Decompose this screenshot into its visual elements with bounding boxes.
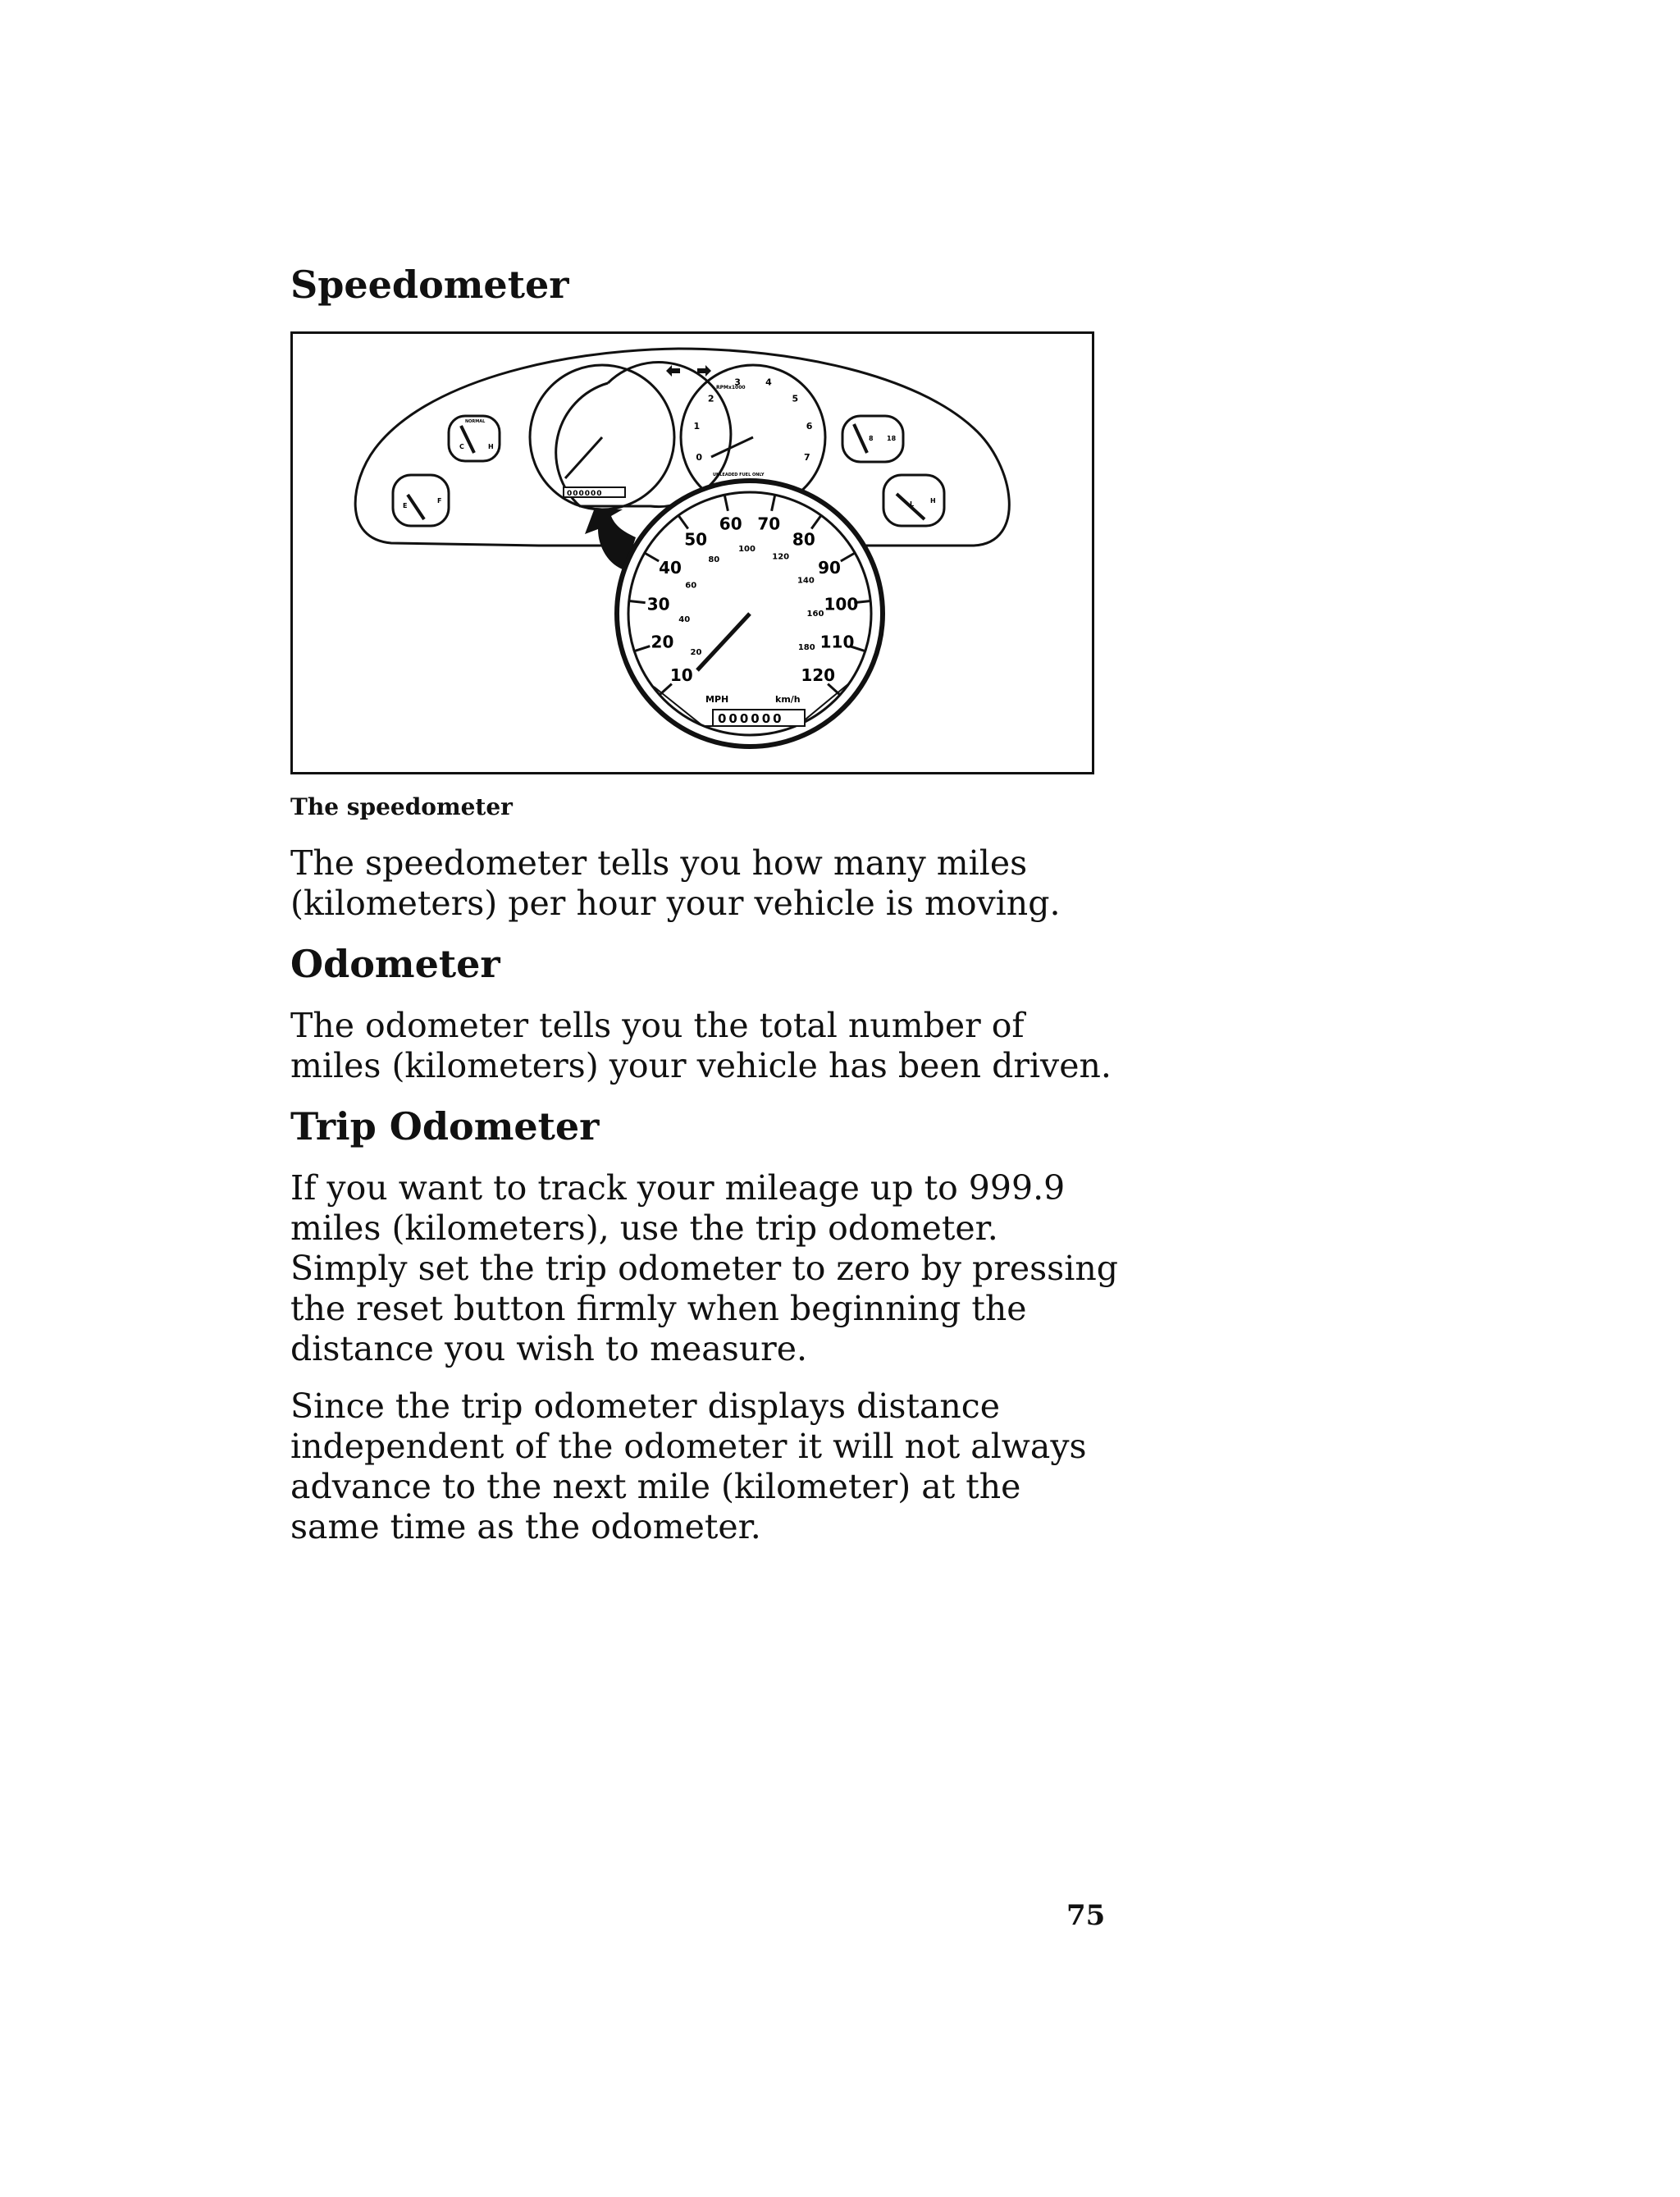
kmh-tick-label: 20 (690, 647, 702, 657)
mph-tick-label: 20 (651, 632, 674, 652)
svg-text:C: C (459, 443, 464, 450)
mph-tick-label: 120 (801, 665, 836, 685)
left-turn-signal-icon (666, 365, 680, 377)
tach-tick-label: 5 (792, 393, 799, 404)
tach-tick-label: 6 (806, 421, 813, 432)
mph-tick-label: 10 (669, 665, 693, 685)
mph-tick-label: 30 (646, 594, 670, 614)
svg-text:L: L (910, 500, 915, 508)
trip-odometer-paragraph-2: Since the trip odometer displays distance independent of the odometer it will not always advance to the next mile (kilometer) at the same time as the odometer. (290, 1386, 1087, 1546)
odometer-reading: 000000 (718, 711, 784, 726)
odometer-paragraph: The odometer tells you the total number of miles (kilometers) your vehicle has been driven. (290, 1006, 1112, 1085)
voltmeter-gauge (842, 416, 903, 462)
speedometer-paragraph: The speedometer tells you how many miles (kilometers) per hour your vehicle is moving. (290, 843, 1061, 923)
kmh-tick-label: 180 (797, 643, 815, 652)
mph-tick (629, 601, 646, 603)
temperature-gauge (449, 416, 500, 461)
kmh-tick-label: 100 (738, 545, 756, 555)
mph-tick-label: 80 (792, 529, 815, 550)
kmh-tick-label: 80 (708, 555, 720, 565)
mph-tick-label: 60 (719, 514, 742, 534)
fuel-gauge (393, 475, 449, 526)
oil-pressure-gauge (883, 475, 944, 526)
svg-text:000000: 000000 (567, 490, 603, 498)
mph-unit-label: MPH (705, 694, 729, 705)
svg-text:F: F (437, 497, 442, 505)
svg-text:18: 18 (887, 435, 897, 442)
tach-tick-label: 2 (707, 393, 714, 404)
instrument-cluster-illustration (293, 334, 1092, 772)
tach-tick-label: 0 (696, 451, 703, 463)
speedometer-figure (290, 331, 1094, 774)
tach-tick-label: 1 (693, 421, 701, 432)
svg-text:H: H (488, 443, 494, 450)
tach-tick-label: 3 (734, 377, 741, 388)
tach-tick-label: 7 (803, 451, 810, 463)
mph-tick-label: 100 (824, 594, 859, 614)
page-number: 75 (1066, 1899, 1106, 1932)
figure-caption: The speedometer (290, 793, 513, 820)
mph-tick-label: 90 (818, 558, 841, 578)
svg-text:RPMx1000: RPMx1000 (716, 385, 746, 391)
kmh-tick-label: 140 (797, 576, 815, 586)
kmh-tick-label: 120 (772, 552, 790, 562)
mph-tick-label: 70 (757, 514, 781, 534)
mph-tick-label: 50 (684, 529, 708, 550)
heading-odometer: Odometer (290, 942, 500, 986)
svg-text:8: 8 (869, 435, 874, 442)
svg-text:UNLEADED FUEL ONLY: UNLEADED FUEL ONLY (713, 473, 765, 477)
heading-speedometer: Speedometer (290, 263, 569, 307)
mph-tick-label: 40 (659, 558, 682, 578)
mph-tick-label: 110 (819, 632, 855, 652)
trip-odometer-paragraph-1: If you want to track your mileage up to 999.9 miles (kilometers), use the trip odometer. Simply set the trip odometer to zero by pressing the reset button firmly when beginning the distance you wish to measure. (290, 1168, 1118, 1368)
tach-tick-label: 4 (765, 377, 772, 388)
svg-text:NORMAL: NORMAL (465, 419, 486, 424)
svg-text:E: E (403, 502, 408, 509)
kmh-tick-label: 40 (678, 615, 691, 625)
kmh-tick-label: 160 (806, 610, 824, 619)
svg-text:H: H (930, 497, 936, 505)
large-speedometer (617, 481, 883, 747)
heading-trip-odometer: Trip Odometer (290, 1104, 600, 1149)
kmh-tick-label: 60 (685, 581, 697, 591)
kmh-unit-label: km/h (775, 694, 801, 705)
